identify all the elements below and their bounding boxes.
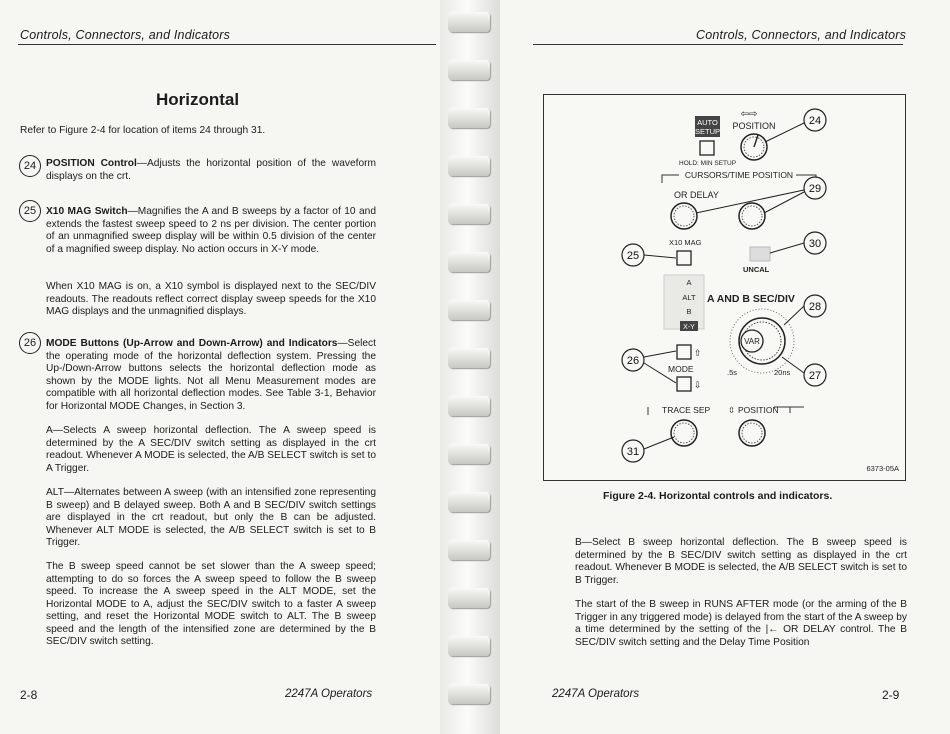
callout-29-label: 29 (808, 183, 822, 195)
callout-31-label: 31 (626, 446, 640, 458)
vertical-arrows-icon: ⇳ (728, 406, 736, 416)
item-25-callout: 25 (19, 200, 41, 222)
item-26-callout: 26 (19, 332, 41, 354)
item-24-heading: POSITION Control (46, 158, 137, 169)
callout-27-label: 27 (808, 370, 822, 382)
callout-28-label: 28 (808, 301, 822, 313)
binding-ring (448, 252, 490, 272)
left-page-number: 2-8 (20, 688, 38, 702)
callout-24-label: 24 (808, 115, 822, 127)
left-header-rule (18, 44, 436, 45)
uncal-label: UNCAL (743, 265, 770, 274)
right-header: Controls, Connectors, and Indicators (696, 28, 907, 42)
binding-ring (448, 492, 490, 512)
right-footer-title: 2247A Operators (552, 688, 640, 700)
auto-setup-key (700, 141, 714, 155)
binding-ring (448, 60, 490, 80)
mode-up-arrow-icon: ⇧ (694, 349, 702, 359)
position-arrows-icon: ⇦⇨ (740, 109, 758, 120)
intro-text: Refer to Figure 2-4 for location of items 24 through 31. (20, 125, 266, 136)
delay-knob-left (671, 203, 697, 229)
binding-ring (448, 108, 490, 128)
trace-sep-knob (671, 420, 697, 446)
x10-mag-note: When X10 MAG is on, a X10 symbol is displayed next to the SEC/DIV readouts. The readouts reflect correct display sweep speeds for the X10 MAG displays and the unmagnified displays. (46, 281, 376, 317)
binding-ring (448, 396, 490, 416)
binding-ring (448, 12, 490, 32)
or-delay-label: OR DELAY (674, 190, 719, 200)
figure-drawing (544, 95, 905, 480)
figure-id: 6373-05A (866, 464, 899, 473)
trace-sep-label: TRACE SEP (662, 405, 711, 415)
mode-indicator-panel (664, 275, 704, 329)
mode-b-indicator: B (686, 307, 692, 316)
position-label: POSITION (732, 121, 776, 131)
uncal-indicator (750, 247, 770, 261)
binding-ring (448, 156, 490, 176)
item-24-text: —Adjusts the horizontal position of the waveform displays on the crt. (46, 158, 377, 182)
tick-20ns: 20ns (774, 368, 791, 377)
var-label: VAR (744, 337, 760, 346)
setup-label: SETUP (694, 127, 721, 136)
mode-up-button (677, 345, 691, 359)
item-25-heading: X10 MAG Switch (46, 206, 128, 217)
binding-ring (448, 444, 490, 464)
figure-2-4 (543, 94, 906, 481)
section-title: Horizontal (156, 90, 240, 109)
callout-26-label: 26 (626, 355, 640, 367)
right-header-rule (533, 44, 903, 45)
binding-ring (448, 348, 490, 368)
binding-ring (448, 588, 490, 608)
left-header: Controls, Connectors, and Indicators (20, 28, 231, 42)
callout-25-label: 25 (626, 250, 640, 262)
tick-5s: .5s (727, 368, 738, 377)
binding-ring (448, 684, 490, 704)
item-24-callout: 24 (19, 155, 41, 177)
right-page-number: 2-9 (882, 688, 900, 702)
item-24-description (46, 158, 376, 183)
item-26-text: —Select the operating mode of the horizontal deflection system. Pressing the Up-/Down-Arrow buttons selects the horizontal deflection mode as shown by the MODE lights. Not all Menu Measurement modes are compatible with all horizontal deflection modes. See Table 3-1, Behavior for Horizontal MODE Changes, in Section 3. (46, 338, 376, 412)
b-sweep-start-description: The start of the B sweep in RUNS AFTER mode (or the arming of the B Trigger in any triggered mode) is delayed from the start of the A sweep by a time determined by the setting of the |← OR DELAY control. The B SEC/DIV switch setting and the Delay Time Position (575, 599, 907, 648)
b-sweep-speed-description: The B sweep speed cannot be set slower than the A sweep speed; attempting to do so forces the A sweep speed to follow the B sweep speed. To increase the A sweep speed in the ALT MODE, set the Horizontal MODE to A, adjust the SEC/DIV switch to a faster A sweep setting, and reset the Horizontal MODE switch to ALT. The B sweep speed and the length of the intensified zone are determined by the B SEC/DIV switch setting. (46, 561, 376, 647)
mode-xy-indicator: X-Y (683, 324, 695, 331)
mode-alt-indicator: ALT (682, 293, 696, 302)
binding-ring (448, 204, 490, 224)
mode-alt-description: ALT—Alternates between A sweep (with an intensified zone representing B sweep) and B delayed sweep. Both A and B SEC/DIV switch settings are displayed in the crt readout, but only the B can be adjusted. Whenever ALT MODE is selected, the A/B SELECT switch is set to B Trigger. (46, 487, 376, 548)
mode-b-description: B—Select B sweep horizontal deflection. The B sweep speed is determined by the B SEC/DIV switch setting as displayed in the crt readout. Whenever B MODE is selected, the A/B SELECT switch is set to B Trigger. (575, 537, 907, 586)
item-26-heading: MODE Buttons (Up-Arrow and Down-Arrow) and Indicators (46, 338, 338, 349)
mode-down-button (677, 377, 691, 391)
secdiv-label: A AND B SEC/DIV (707, 293, 795, 305)
mode-down-arrow-icon: ⇩ (694, 381, 702, 391)
delay-knob-right (739, 203, 765, 229)
left-footer-title: 2247A Operators (285, 688, 373, 700)
binding-ring (448, 636, 490, 656)
mode-a-indicator: A (686, 278, 692, 287)
position2-label: POSITION (738, 405, 779, 415)
auto-label: AUTO (697, 118, 718, 127)
item-25-text: —Magnifies the A and B sweeps by a factor of 10 and extends the fastest sweep speed to 2 ns per division. The center portion of an unmagnified sweep display will be within 0.5 division of the center of a magnified sweep display. No action occurs in X-Y mode. (46, 206, 376, 255)
binding-ring (448, 540, 490, 560)
item-25-description (46, 206, 376, 256)
mode-label: MODE (668, 364, 694, 374)
vertical-position-knob (739, 420, 765, 446)
figure-caption: Figure 2-4. Horizontal controls and indicators. (603, 490, 833, 502)
x10mag-label: X10 MAG (669, 238, 702, 247)
item-26-description (46, 338, 376, 413)
binding-ring (448, 300, 490, 320)
mode-a-description: A—Selects A sweep horizontal deflection. The A sweep speed is determined by the A SEC/DIV switch setting as displayed in the crt readout. Whenever A MODE is selected, the A/B SELECT switch is set to A Trigger. (46, 425, 376, 474)
cursors-label: CURSORS/TIME POSITION (684, 170, 794, 180)
callout-30-label: 30 (808, 238, 822, 250)
x10mag-button (677, 251, 691, 265)
hold-label: HOLD: MIN SETUP (679, 160, 737, 167)
